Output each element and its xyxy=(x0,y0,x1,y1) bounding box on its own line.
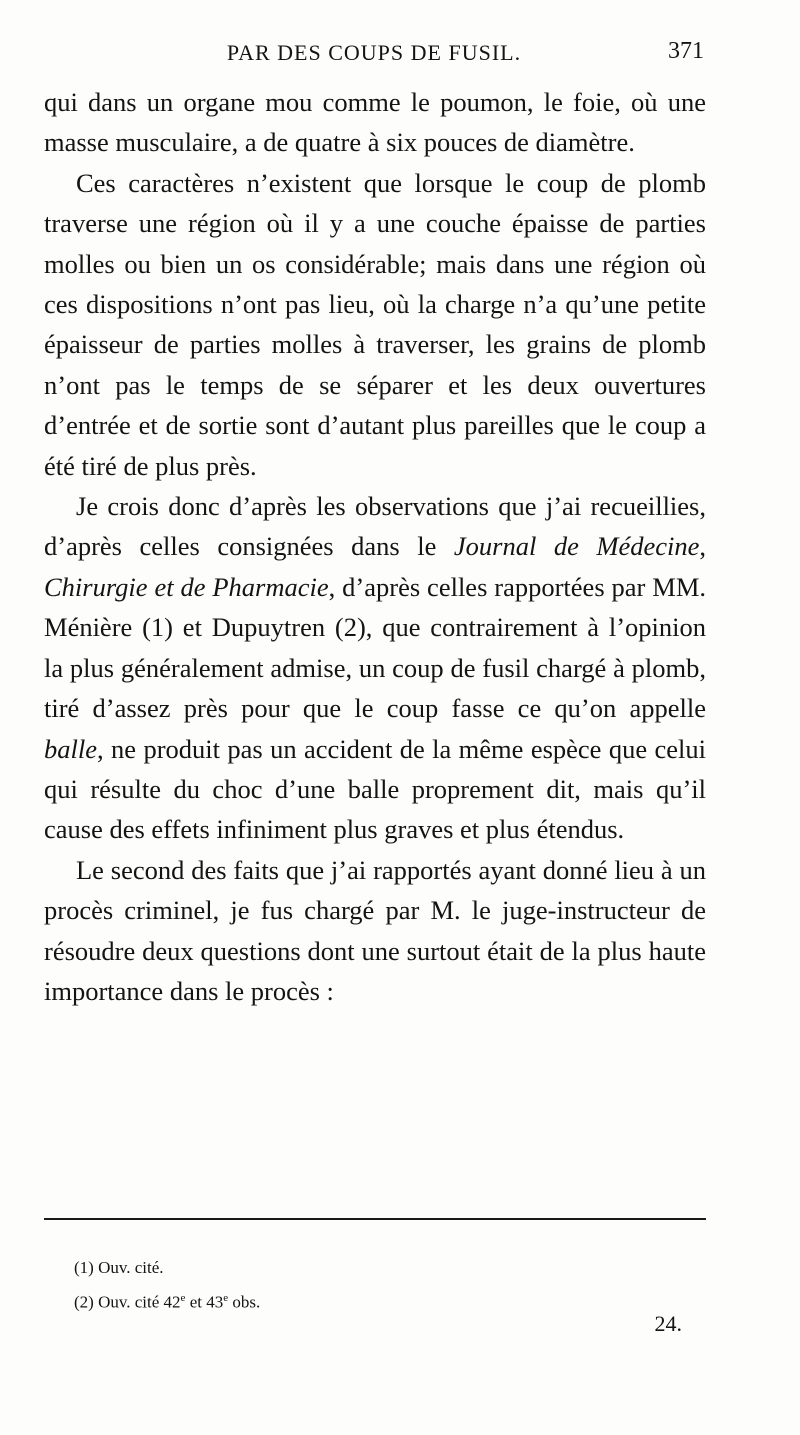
footnote-2 xyxy=(74,1283,260,1318)
footnote-2-text-a: Ouv. cité 42 xyxy=(98,1292,181,1312)
paragraph-4: Le second des faits que j’ai rapportés ayant donné lieu à un procès criminel, je fus chargé par M. le juge-instructeur de résoudre deux questions dont une surtout était de la plus haute importance dans le procès : xyxy=(44,854,706,1006)
signature-mark: 24. xyxy=(654,1311,682,1336)
balle-term: balle xyxy=(44,733,97,764)
page-header xyxy=(44,34,704,74)
footnote-2-text-b: et 43 xyxy=(185,1292,224,1312)
paragraph-3-text-after: , ne produit pas un accident de la même espèce que celui qui résulte du choc d’une balle proprement dit, mais qu’il cause des effets infiniment plus graves et plus étendus. xyxy=(44,733,706,845)
footnote-1-mark: (1) xyxy=(74,1258,94,1277)
page-number: 371 xyxy=(668,38,704,64)
footnote-2-text-c: obs. xyxy=(228,1292,261,1312)
paragraph-1: qui dans un organe mou comme le poumon, le foie, où une masse musculaire, a de quatre à six pouces de diamètre. xyxy=(44,87,706,158)
paragraph-3-separator: , xyxy=(699,531,706,562)
footnote-2-mark: (2) xyxy=(74,1292,94,1312)
running-title: PAR DES COUPS DE FUSIL. xyxy=(226,40,522,65)
footnote-2-sup-b: e xyxy=(223,1292,229,1304)
footnote-rule xyxy=(44,1218,706,1220)
paragraph-3-text-before: Je crois donc d’après les observations que j’ai recueillies, d’après celles consignées dans le xyxy=(44,491,706,562)
body-text xyxy=(44,82,706,1011)
journal-title: Journal de Médecine xyxy=(453,531,700,562)
footnote-2-sup-a: e xyxy=(180,1292,186,1304)
paragraph-3-text-mid: , d’après celles rapportées par MM. Ménière (1) et Dupuytren (2), que contrairement à l’opinion la plus généralement admise, un coup de fusil chargé à plomb, tiré d’assez près pour que le coup fasse ce qu’on appelle xyxy=(44,571,707,724)
journal-subtitle: Chirurgie et de Pharmacie xyxy=(44,571,329,602)
footnotes xyxy=(74,1252,260,1318)
paragraph-2: Ces caractères n’existent que lorsque le coup de plomb traverse une région où il y a une couche épaisse de parties molles ou bien un os considérable; mais dans une région où ces dispositions n’ont pas lieu, où la charge n’a qu’une petite épaisseur de parties molles à traverser, les grains de plomb n’ont pas le temps de se séparer et les deux ouvertures d’entrée et de sortie sont d’autant plus pareilles que le coup a été tiré de plus près. xyxy=(44,167,706,481)
paragraph-3 xyxy=(44,486,706,850)
footnote-1-text: Ouv. cité. xyxy=(98,1258,164,1277)
footnote-1 xyxy=(74,1252,260,1283)
